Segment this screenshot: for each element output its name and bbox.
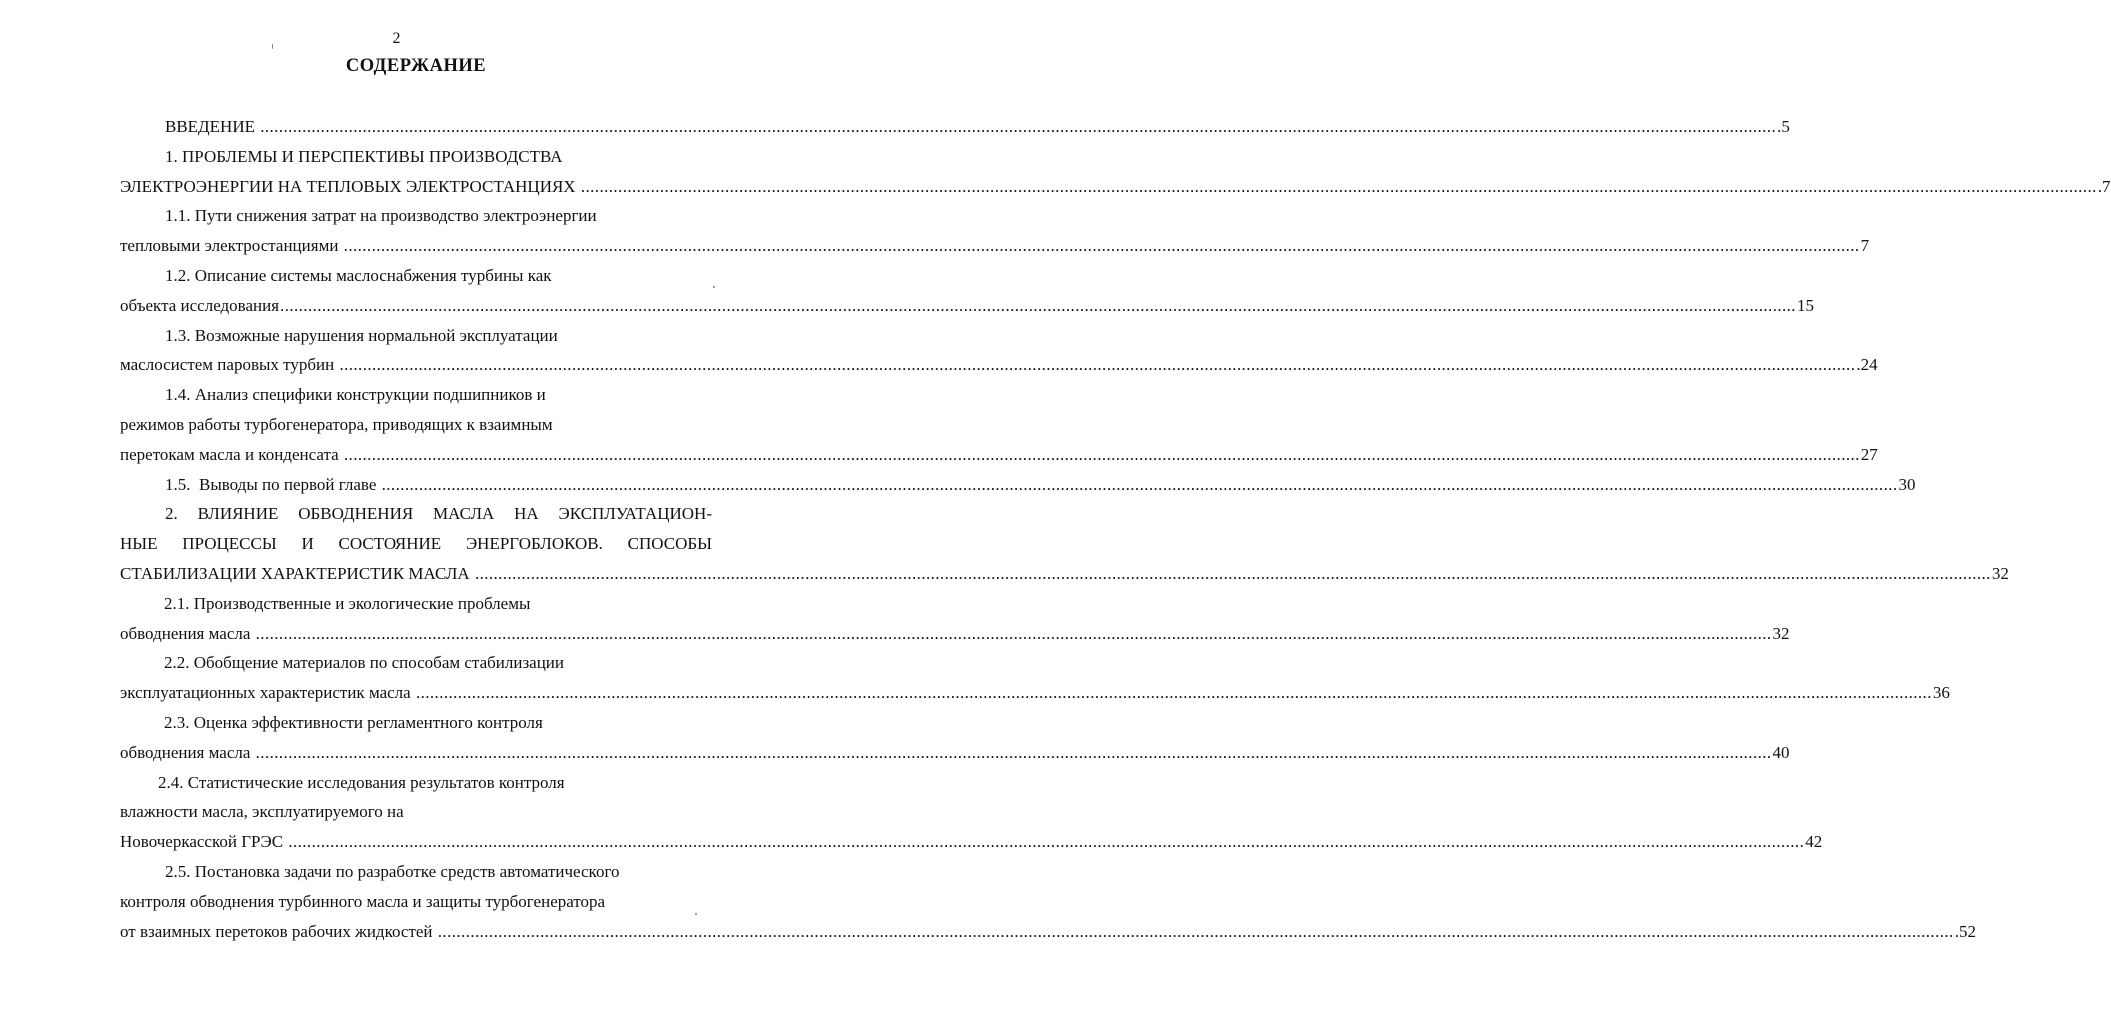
scan-speck [272, 44, 273, 49]
toc-entry-title: НЫЕ ПРОЦЕССЫ И СОСТОЯНИЕ ЭНЕРГОБЛОКОВ. СПОСОБЫ [120, 534, 712, 554]
toc-entry-title: 2. ВЛИЯНИЕ ОБВОДНЕНИЯ МАСЛА НА ЭКСПЛУАТАЦИОН- [165, 504, 712, 524]
dot-leader: ...................................................................................................................................................................................................................................................................................................................................... [437, 921, 1954, 941]
toc-entry-title: от взаимных перетоков рабочих жидкостей [120, 921, 437, 941]
toc-page-number: 15 [1796, 295, 1814, 315]
toc-entry-title: влажности масла, эксплуатируемого на [120, 802, 404, 822]
toc-entry-2-3[interactable] [120, 708, 1790, 768]
toc-page-number: .5 [1777, 117, 1790, 136]
toc-entry-title: эксплуатационных характеристик масла [120, 683, 415, 703]
toc-entry-2-4[interactable] [120, 768, 1823, 857]
toc-entry-last-line [120, 827, 1823, 857]
toc-entry-last-line [120, 291, 1814, 321]
toc-entry-title: 1.3. Возможные нарушения нормальной эксплуатации [165, 325, 558, 345]
toc-entry-title: 2.1. Производственные и экологические проблемы [164, 593, 531, 613]
toc-page-number: 32 [1991, 563, 2009, 583]
toc-entry-last-line [120, 350, 1878, 380]
toc-entry-last-line [120, 559, 2009, 589]
dot-leader: ...................................................................................................................................................................................................................................................................................................................................... [255, 623, 1772, 643]
toc-entry-title: обводнения масла [120, 623, 255, 643]
toc-entry-title: Новочеркасской ГРЭС [120, 832, 288, 852]
toc-entry-2-2[interactable] [120, 648, 1950, 708]
toc-page-number: .7 [2097, 176, 2111, 196]
toc-entry-1-3[interactable] [120, 321, 1878, 381]
toc-entry-title: 1. ПРОБЛЕМЫ И ПЕРСПЕКТИВЫ ПРОИЗВОДСТВА [165, 146, 563, 166]
page-number: 2 [392, 30, 401, 47]
toc-entry-title: 2.2. Обобщение материалов по способам стабилизации [164, 653, 564, 673]
dot-leader: ...................................................................................................................................................................................................................................................................................................................................... [260, 117, 1777, 136]
toc-page-number: 40 [1772, 742, 1790, 762]
toc-page-number: 32 [1772, 623, 1790, 643]
dot-leader: ...................................................................................................................................................................................................................................................................................................................................... [255, 742, 1772, 762]
page-title: СОДЕРЖАНИЕ [345, 56, 487, 76]
toc-entry-title: 2.5. Постановка задачи по разработке средств автоматического [165, 861, 620, 881]
toc-entry-chapter-2[interactable] [120, 499, 2009, 588]
toc-entry-1-5[interactable] [120, 470, 1916, 500]
toc-entry-last-line [120, 917, 1976, 947]
dot-leader: ...................................................................................................................................................................................................................................................................................................................................... [343, 444, 1860, 464]
toc-page-number: 7 [1860, 236, 1870, 256]
toc-entry-title: 2.3. Оценка эффективности регламентного контроля [164, 712, 543, 732]
toc-page-number: .52 [1954, 921, 1976, 941]
toc-entry-last-line [120, 440, 1878, 470]
toc-entry-intro[interactable] [120, 112, 1790, 142]
toc-entry-title: СТАБИЛИЗАЦИИ ХАРАКТЕРИСТИК МАСЛА [120, 563, 474, 583]
toc-entry-title: перетокам масла и конденсата [120, 444, 343, 464]
toc-page-number: 36 [1932, 683, 1950, 703]
dot-leader: ...................................................................................................................................................................................................................................................................................................................................... [343, 236, 1860, 256]
toc-entry-1-1[interactable] [120, 201, 1870, 261]
table-of-contents [120, 112, 2111, 946]
dot-leader: ...................................................................................................................................................................................................................................................................................................................................... [339, 355, 1856, 375]
toc-page-number: 27 [1860, 444, 1878, 464]
toc-entry-title: обводнения масла [120, 742, 255, 762]
toc-entry-title: 1.4. Анализ специфики конструкции подшипников и [165, 385, 546, 405]
toc-entry-title: 1.2. Описание системы маслоснабжения турбины как [165, 265, 552, 285]
toc-page-number: 42 [1805, 832, 1823, 852]
dot-leader: ...................................................................................................................................................................................................................................................................................................................................... [415, 683, 1932, 703]
toc-entry-2-1[interactable] [120, 589, 1790, 649]
toc-page-number: 30 [1898, 474, 1916, 494]
toc-entry-last-line [120, 678, 1950, 708]
toc-entry-title: контроля обводнения турбинного масла и защиты турбогенератора [120, 891, 606, 911]
toc-entry-1-2[interactable] [120, 261, 1814, 321]
toc-entry-title: маслосистем паровых турбин [120, 355, 339, 375]
toc-entry-title: 1.1. Пути снижения затрат на производство электроэнергии [165, 206, 597, 226]
scan-speck [713, 286, 715, 288]
toc-entry-2-5[interactable] [120, 857, 1976, 946]
toc-entry-title: объекта исследования [120, 295, 280, 315]
toc-entry-last-line [120, 619, 1790, 649]
toc-entry-title: ЭЛЕКТРОЭНЕРГИИ НА ТЕПЛОВЫХ ЭЛЕКТРОСТАНЦИЯХ [120, 176, 580, 196]
toc-entry-title: 2.4. Статистические исследования результатов контроля [158, 772, 565, 792]
dot-leader: ...................................................................................................................................................................................................................................................................................................................................... [381, 474, 1898, 494]
toc-entry-chapter-1[interactable] [120, 142, 2111, 202]
dot-leader: ...................................................................................................................................................................................................................................................................................................................................... [280, 295, 1796, 315]
toc-entry-last-line [120, 231, 1870, 261]
dot-leader: ...................................................................................................................................................................................................................................................................................................................................... [288, 832, 1805, 852]
toc-entry-1-4[interactable] [120, 380, 1878, 469]
toc-entry-title: тепловыми электростанциями [120, 236, 343, 256]
toc-page-number: .24 [1856, 355, 1878, 375]
dot-leader: ...................................................................................................................................................................................................................................................................................................................................... [474, 563, 1991, 583]
dot-leader: ...................................................................................................................................................................................................................................................................................................................................... [580, 176, 2097, 196]
toc-entry-last-line [120, 738, 1790, 768]
toc-entry-title: режимов работы турбогенератора, приводящих к взаимным [120, 414, 553, 434]
toc-entry-last-line [120, 172, 2111, 202]
toc-entry-title: 1.5. Выводы по первой главе [165, 474, 381, 494]
toc-entry-title: ВВЕДЕНИЕ [165, 117, 260, 136]
